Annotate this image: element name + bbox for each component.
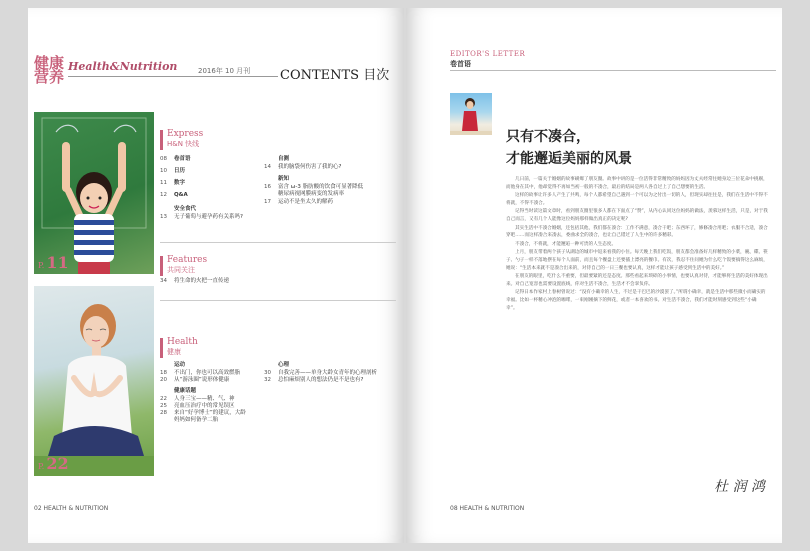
paragraph: 上月，朋友带着两个孩子从湖边的城市中返来看我的小住。每天晚上我们吃饭，朋友都会准备好几样精致的小菜，碗、碟、筷子、勺子一样不落地摆在每个人面前，而且每个餐盘上还要插上漂亮的餐巾。有次，我忍不住问她为什么吃个饭要搞得这么麻烦，她说：“生活本来就不是凑合出来的，对待自己的一日三餐也要认真，这样才能让孩子感受到生活中的美好。” [506, 250, 768, 271]
section-divider [160, 300, 396, 301]
section-marker [160, 130, 163, 150]
toc-entry[interactable]: 30 自我完善——单身大龄女青年的心理剖析 [264, 370, 378, 376]
header-divider [68, 76, 278, 77]
toc-entry: 糖尿病视网膜病变的发病率 [278, 191, 345, 197]
editor-photo [450, 93, 492, 135]
toc-entry[interactable]: 28 来自“好孕博士”的建议，大龄 [160, 410, 246, 416]
paragraph: 不凑合，不将就，才能邂逅一种可贵的人生态度。 [515, 241, 617, 247]
toc-entry[interactable]: 11 数字 [160, 180, 186, 186]
toc-entry[interactable]: 22 人身三宝——精、气、神 [160, 396, 235, 402]
toc-entry: 运动 [174, 362, 186, 368]
paragraph: 这样的故事让许多人产生了共鸣，每个人都希望自己遇到一个可以为之付出一切的人，但现实却往往是，我们在生活中不得不将就，不得不凑合。 [506, 193, 768, 206]
toc-entry[interactable]: 25 亮血压治疗中的常见误区 [160, 403, 235, 409]
headline-line-2: 才能邂逅美丽的风景 [506, 151, 632, 167]
page-number-11: P. 11 [38, 253, 69, 272]
section-features-subtitle: 共同关注 [167, 266, 195, 274]
toc-entry: 自测 [278, 156, 290, 162]
editors-letter-cn: 卷首语 [450, 60, 471, 68]
toc-entry[interactable]: 14 我的脑袋何伤害了我的心? [264, 164, 342, 170]
paragraph: 记得日本作家村上春树曾说过：“没有小确幸的人生，不过是干巴巴的沙漠罢了。”所谓小确幸，就是生活中那些微小而确实的幸福。比如一杯精心冲泡的咖啡，一束刚刚摘下的鲜花，或者一本喜欢的书。对生活不凑合，我们才能时刻感受到这些“小确幸”。 [506, 290, 766, 311]
section-express-title: Express [167, 129, 204, 139]
girl-illustration [34, 112, 154, 274]
paragraph: 记得当时读这篇文章时，看到朋友圈里很多人都在下面点了“赞”，从内心认同这位妈妈的做法，羡慕这样生活，只是，对于我自己而言，又有几个人能像这位妈妈那样做出真正的决定呢? [506, 209, 768, 222]
girl-photo [34, 112, 154, 274]
paragraph: 几日前，一篇关于婚姻的故事刷爆了朋友圈。故事中讲的是一位活得非常精致的妈妈因为丈夫经常往她身边三位花朵中挑剔，而他身在其中，他却觉得不再如当初一般的不凑合，最后的结局是两人各自过上了自己想要的生活。 [506, 177, 768, 190]
toc-entry: 新知 [278, 176, 290, 182]
toc-entry: 健康话题 [174, 388, 197, 394]
issue-date: 2016年 10 月刊 [198, 67, 251, 75]
article-body [506, 176, 768, 313]
header-divider [450, 70, 776, 71]
toc-entry[interactable]: 10 日历 [160, 168, 186, 174]
editor-illustration [450, 93, 492, 135]
toc-entry[interactable]: 34 将生命的火把一直传递 [160, 278, 230, 284]
editors-letter-label: EDITOR'S LETTER [450, 50, 526, 58]
woman-photo [34, 286, 154, 476]
right-page [406, 8, 782, 543]
toc-entry[interactable]: 20 从“游泳圈”说形体健康 [160, 377, 230, 383]
footer-left: 02 HEALTH & NUTRITION [34, 505, 109, 512]
section-health-title: Health [167, 337, 198, 347]
page-number-22: P. 22 [38, 454, 69, 473]
footer-right: 08 HEALTH & NUTRITION [450, 505, 525, 512]
toc-entry[interactable]: 16 富含 ω-3 脂肪酸的饮食可显著降低 [264, 184, 364, 190]
toc-entry[interactable]: 12 Q&A [160, 192, 188, 198]
toc-entry: 心理 [278, 362, 290, 368]
section-features-title: Features [167, 255, 208, 265]
section-marker [160, 338, 163, 358]
toc-entry[interactable]: 18 不出门，你也可以高效燃脂 [160, 370, 241, 376]
section-divider [160, 242, 396, 243]
magazine-logo-en: Health&Nutrition [68, 60, 178, 73]
article-headline [506, 126, 632, 170]
toc-entry: 安全食代 [174, 206, 197, 212]
left-page [28, 8, 404, 543]
toc-entry[interactable]: 08 卷首语 [160, 156, 191, 162]
woman-illustration [34, 286, 154, 476]
section-health-subtitle: 健康 [167, 348, 181, 356]
section-marker [160, 256, 163, 276]
editor-signature: 杜 润 鸿 [714, 479, 765, 495]
toc-entry[interactable]: 32 总怕麻烦别人的想法仍是不是也有? [264, 377, 364, 383]
toc-entry[interactable]: 13 无子葡萄与避孕药有关系吗? [160, 214, 243, 220]
paragraph: 在朋友的眼里，吃什么不重要，但最要紧的还是态度。那些看起来琐碎的小事情，也要认真对待，才能够将生活的美好体现出来。对自己宽容也需要设置底线，你对生活不凑合，生活才不会辜负你。 [506, 274, 768, 287]
section-express-subtitle: H&N 快线 [167, 140, 200, 148]
headline-line-1: 只有不凑合， [506, 129, 590, 145]
paragraph: 其实生活中不凑合婚姻，还包括其他，我们都在凑合：工作不满意，凑合干吧；东西坏了，修修凑合用吧；衣服不合适，凑合穿吧……而这样凑合来凑去，委曲求全的凑合，也让自己错过了人生中的许多精彩。 [506, 225, 768, 239]
magazine-logo: 健康营养 [34, 54, 65, 86]
toc-entry: 妈妈如何备孕二胎 [174, 417, 219, 423]
contents-title: CONTENTS 目次 [280, 68, 390, 83]
toc-entry[interactable]: 17 运动不是坐太久的解药 [264, 199, 334, 205]
